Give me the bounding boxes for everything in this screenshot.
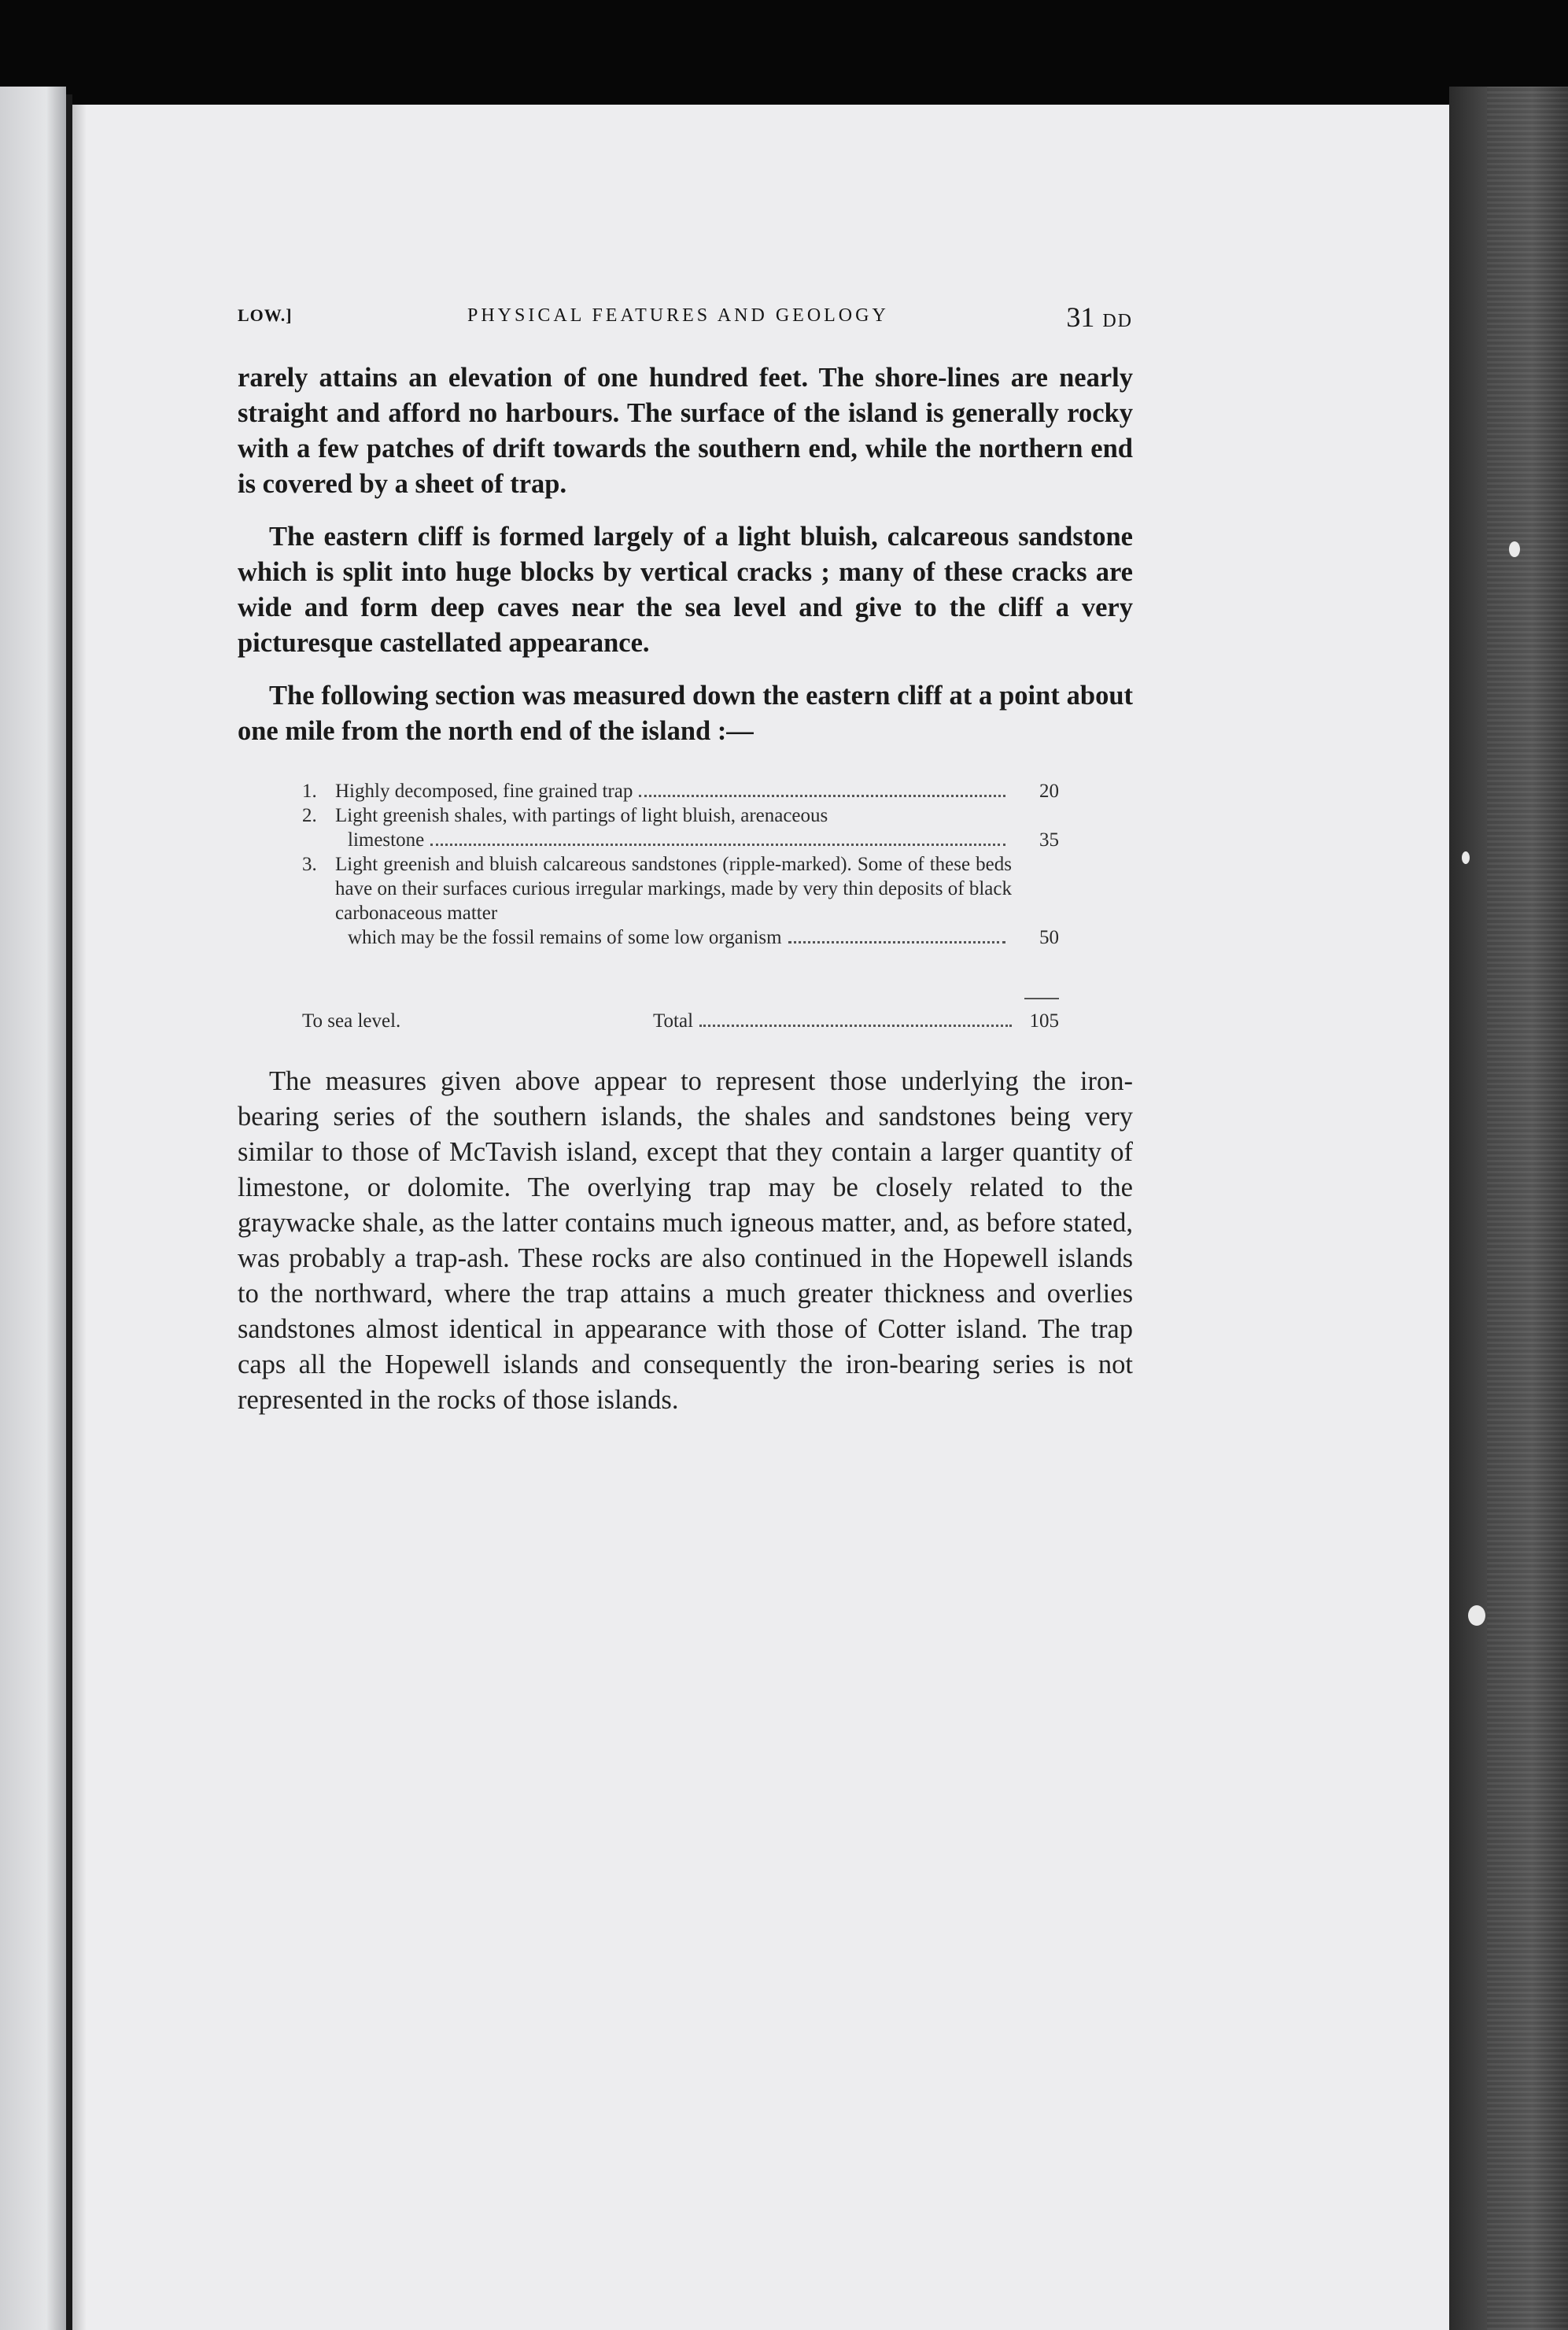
dot-leader [430,844,1005,846]
dot-leader [639,795,1005,797]
previous-page-edge [0,87,66,2330]
paragraph-eastern-cliff: The eastern cliff is formed largely of a light bluish, calcareous sandstone which is split into huge blocks by vertical cracks ; many of these cracks are wide and form deep caves near the sea level and give to the cliff a very picturesque castellated appearance. [238,522,1133,658]
scan-speck [1468,1605,1485,1626]
section-row-thickness: 35 [1039,829,1059,851]
section-row-thickness: 20 [1039,781,1059,802]
scan-top-border [0,0,1568,106]
scan-speck [1462,851,1470,864]
binding-texture [1487,87,1568,2330]
paragraph-interpretation: The measures given above appear to represent those underlying the iron-bearing series of the southern islands, the shales and sandstones being very similar to those of McTavish island, except that they contain a larger quantity of limestone, or dolomite. The overlying trap may be closely related to the graywacke shale, as the latter contains much igneous matter, and, as before stated, was probably a trap-ash. These rocks are also continued in the Hopewell islands to the northward, where the trap attains a much greater thickness and overlies sandstones almost identical in appearance with those of Cotter island. The trap caps all the Hopewell islands and consequently the iron-bearing series is not represented in the rocks of those islands. [238,1066,1133,1415]
section-row-text: Light greenish shales, with partings of light bluish, arenaceous [335,805,828,826]
section-row [302,803,1059,852]
section-total-row [302,1009,1059,1033]
page-inner-shadow [72,105,87,2330]
section-row-number: 3. [302,854,317,875]
page-gutter-shadow [66,94,72,2330]
geological-section-list [302,779,1059,950]
paragraph-section-intro: The following section was measured down the eastern cliff at a point about one mile from the north end of the island :— [238,681,1133,746]
page-number-suffix: DD [1102,311,1133,331]
to-sea-level-note: To sea level. [302,1010,401,1032]
total-label: Total [653,1010,694,1032]
paragraph-shore-description: rarely attains an elevation of one hundred feet. The shore-lines are nearly straight and afford no harbours. The surface of the island is generally rocky with a few patches of drift towards the southern end, while the northern end is covered by a sheet of trap. [238,363,1133,499]
page-number [1066,301,1133,334]
page-number-value: 31 [1066,301,1095,333]
total-thickness: 105 [1029,1010,1059,1032]
section-row-text-continued: which may be the fossil remains of some low organism [348,927,782,948]
dot-leader [788,941,1005,943]
running-header [238,301,1133,337]
section-row-text: Highly decomposed, fine grained trap [335,781,633,802]
header-author-mark: LOW.] [238,305,293,325]
section-row-thickness: 50 [1039,927,1059,948]
section-row-text: Light greenish and bluish calcareous sandstones (ripple-marked). Some of these beds have on their surfaces curious irregular markings, made by very thin deposits of black carbonaceous matter [335,854,1012,924]
dot-leader [699,1025,1012,1027]
header-chapter-title: PHYSICAL FEATURES AND GEOLOGY [467,305,889,326]
section-row [302,852,1059,950]
total-rule [1024,998,1059,999]
section-row-text-continued: limestone [348,829,425,851]
section-row-number: 1. [302,781,317,802]
section-row-number: 2. [302,805,317,826]
section-row [302,779,1059,803]
scan-speck [1509,541,1520,557]
